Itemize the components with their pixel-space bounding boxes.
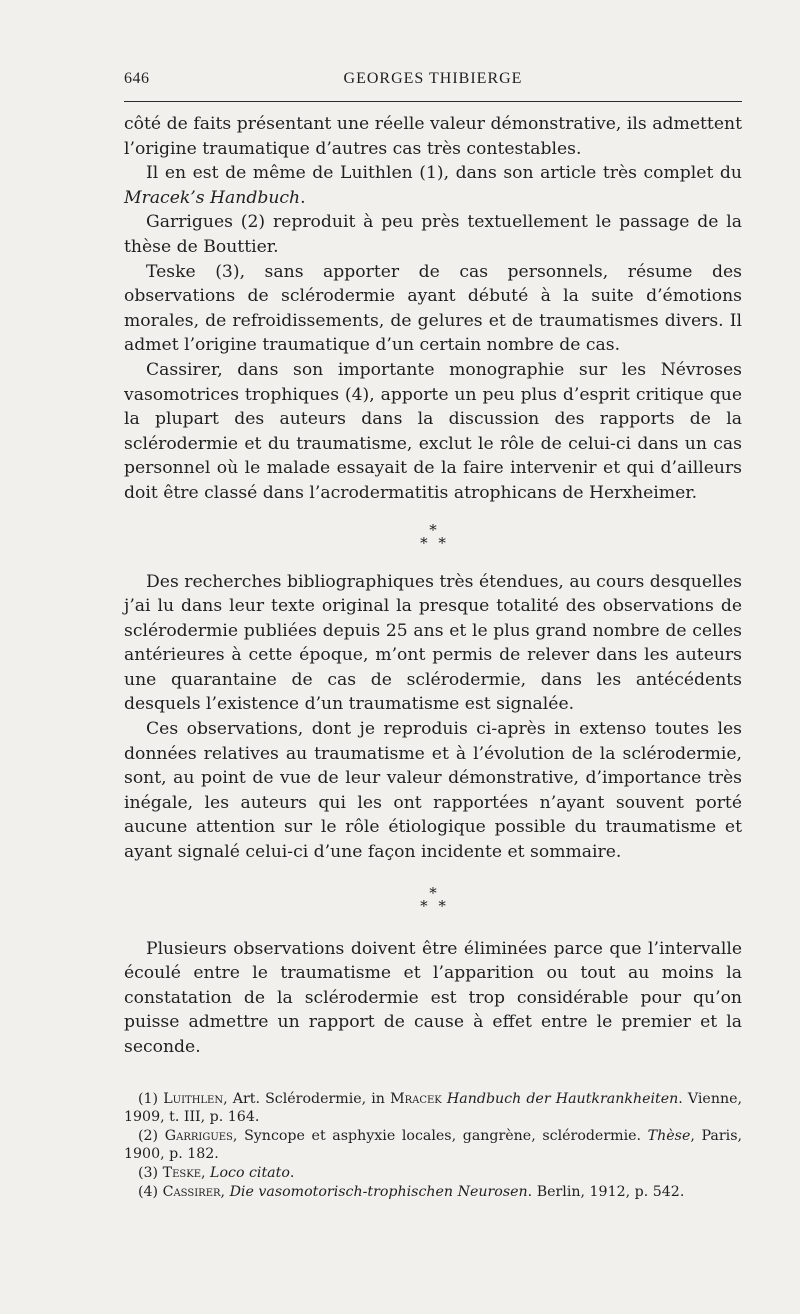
book-page	[124, 64, 742, 1201]
footnotes	[124, 1090, 742, 1202]
paragraph-teske: Teske (3), sans apporter de cas personnels, résume des observations de sclérodermie ayant débuté à la suite d’émotions morales, de refroidissements, de gelures et de traumatismes divers. Il admet l’origine traumatique d’un certain nombre de cas.	[124, 261, 742, 356]
asterism-top: *	[429, 520, 437, 539]
footnote-3	[124, 1164, 742, 1183]
paragraph-continued: côté de faits présentant une réelle valeur démonstrative, ils admettent l’origine traumatique d’autres cas très contestables.	[124, 114, 742, 159]
footnote-4-author: Cassirer	[162, 1183, 221, 1200]
footnote-4-text: ,	[220, 1183, 230, 1200]
footnote-3-title: Loco citato	[210, 1164, 290, 1181]
paragraph-luithlen	[124, 161, 742, 210]
footnote-1-author: Luithlen	[163, 1090, 224, 1107]
asterism-bottom-2: * *	[420, 896, 446, 915]
paragraph-cassirer: Cassirer, dans son importante monographie sur les Névroses vasomotrices trophiques (4), apporte un peu plus d’esprit critique que la plupart des auteurs dans la discussion des rapports de la sclérodermie et du traumatisme, exclut le rôle de celui-ci dans un cas personnel où le malade essayait de la faire intervenir et qui d’ailleurs doit être classé dans l’acrodermatitis atrophicans de Herxheimer.	[124, 359, 742, 503]
footnote-2	[124, 1127, 742, 1164]
footnote-3-text: ,	[201, 1164, 211, 1181]
paragraph-eliminees: Plusieurs observations doivent être éliminées parce que l’intervalle écoulé entre le traumatisme et l’apparition ou tout au moins la constatation de la sclérodermie est trop considérable pour qu’on puisse admettre un rapport de cause à effet entre le premier et la seconde.	[124, 938, 742, 1057]
footnote-1-end: . Vienne, 1909, t. III, p. 164.	[124, 1090, 743, 1126]
footnote-2-text: , Syncope et asphyxie locales, gangrène, sclérodermie.	[232, 1127, 648, 1144]
paragraph-garrigues: Garrigues (2) reproduit à peu près textuellement le passage de la thèse de Bouttier.	[124, 212, 742, 257]
footnote-3-author: Teske	[162, 1164, 201, 1181]
asterism-divider	[124, 520, 742, 552]
mracek-handbuch-title: Mracek’s Handbuch	[124, 187, 301, 208]
paragraph-recherches: Des recherches bibliographiques très étendues, au cours desquelles j’ai lu dans leur texte original la presque totalité des observations de sclérodermie publiées depuis 25 ans et le plus grand nombre de celles antérieures à cette époque, m’ont permis de relever dans les auteurs une quarantaine de cas de sclérodermie, dans les antécédents desquels l’existence d’un traumatisme est signalée.	[124, 571, 742, 715]
footnote-3-number: (3)	[138, 1164, 163, 1181]
footnote-4-number: (4)	[138, 1183, 163, 1200]
footnote-3-end: .	[289, 1164, 295, 1181]
page-number: 646	[124, 70, 150, 87]
paragraph-luithlen-end: .	[300, 187, 306, 208]
footnote-1-author-2: Mracek	[390, 1090, 442, 1107]
footnote-2-title: Thèse	[647, 1127, 691, 1144]
paragraph-luithlen-text: Il en est de même de Luithlen (1), dans son article très complet du	[146, 163, 742, 184]
asterism-bottom: * *	[420, 533, 446, 552]
running-head	[124, 64, 742, 94]
asterism-top-2: *	[429, 883, 437, 902]
footnote-2-author: Garrigues	[164, 1127, 233, 1144]
asterism-divider-2	[124, 883, 742, 915]
footnote-4-title: Die vasomotorisch-trophischen Neurosen	[229, 1183, 528, 1200]
footnote-1-title: Handbuch der Hautkrankheiten	[446, 1090, 679, 1107]
footnote-1	[124, 1090, 742, 1127]
running-title: GEORGES THIBIERGE	[343, 70, 523, 87]
footnote-4-end: . Berlin, 1912, p. 542.	[527, 1183, 685, 1200]
paragraph-observations: Ces observations, dont je reproduis ci-après in extenso toutes les données relatives au traumatisme et à l’évolution de la sclérodermie, sont, au point de vue de leur valeur démonstrative, d’importance très inégale, les auteurs qui les ont rapportées n’ayant souvent porté aucune attention sur le rôle étiologique possible du traumatisme et ayant signalé celui-ci d’une façon incidente et sommaire.	[124, 719, 742, 863]
header-rule	[124, 101, 742, 102]
footnote-2-end: , Paris, 1900, p. 182.	[124, 1127, 742, 1163]
footnote-1-number: (1)	[138, 1090, 164, 1107]
footnote-2-number: (2)	[138, 1127, 165, 1144]
footnote-1-text: , Art. Sclérodermie, in	[223, 1090, 391, 1107]
footnote-4	[124, 1183, 742, 1202]
body-text	[124, 112, 742, 1060]
